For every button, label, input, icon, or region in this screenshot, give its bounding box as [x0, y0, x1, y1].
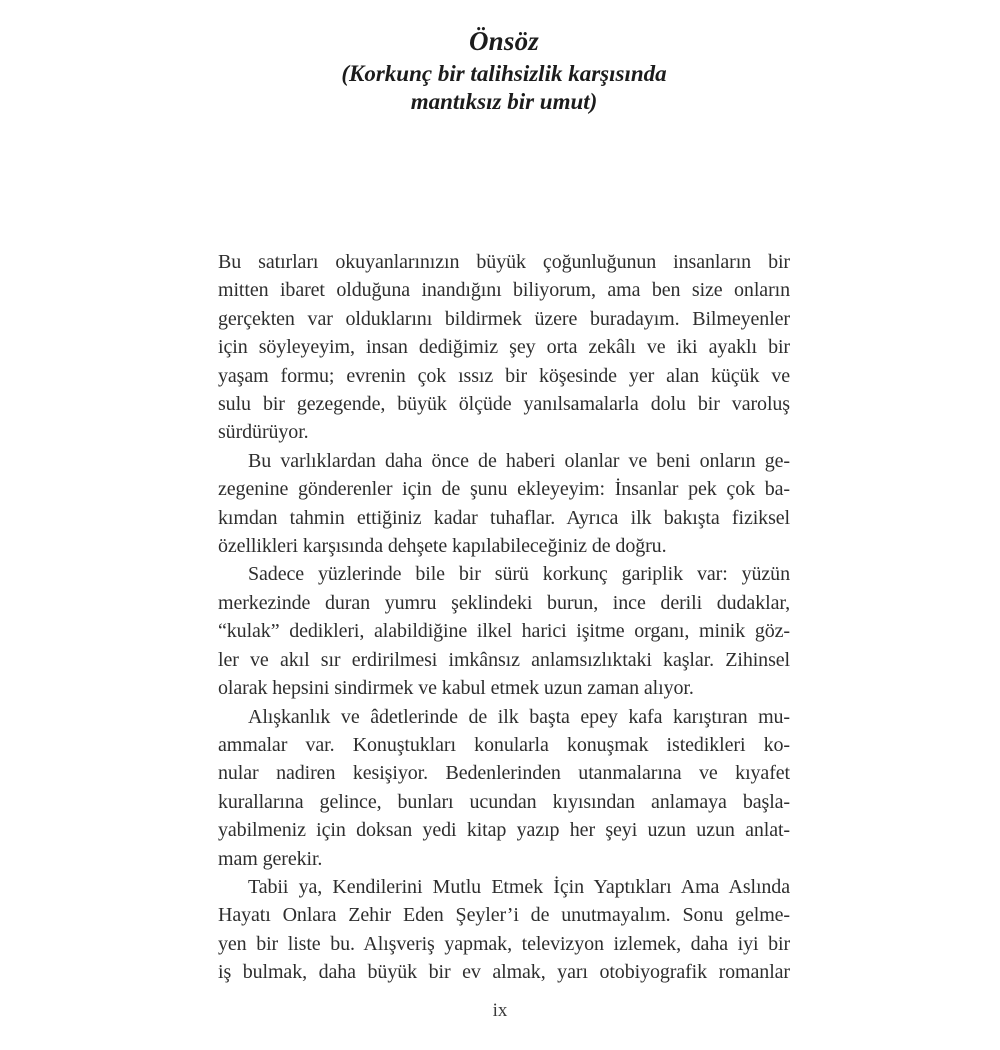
- chapter-subtitle-line-2: mantıksız bir umut): [410, 89, 598, 114]
- text-line: yabilmeniz için doksan yedi kitap yazıp her şeyi uzun uzun anlat-: [218, 819, 790, 842]
- text-line: olarak hepsini sindirmek ve kabul etmek uzun zaman alıyor.: [218, 677, 694, 700]
- text-line: sulu bir gezegende, büyük ölçüde yanılsamalarla dolu bir varoluş: [218, 393, 790, 416]
- text-line: Sadece yüzlerinde bile bir sürü korkunç gariplik var: yüzün: [248, 563, 790, 586]
- text-line: Bu satırları okuyanlarınızın büyük çoğunluğunun insanların bir: [218, 251, 790, 273]
- chapter-subtitle-line-1: (Korkunç bir talihsizlik karşısında: [341, 61, 667, 86]
- text-line: Alışkanlık ve âdetlerinde de ilk başta epey kafa karıştıran mu-: [248, 705, 790, 728]
- text-line: Hayatı Onlara Zehir Eden Şeyler’i de unutmayalım. Sonu gelme-: [218, 904, 790, 927]
- chapter-title: Önsöz: [468, 26, 540, 56]
- paragraph: [218, 873, 790, 987]
- text-line: özellikleri karşısında dehşete kapılabileceğiniz de doğru.: [218, 535, 667, 558]
- text-line: iş bulmak, daha büyük bir ev almak, yarı otobiyografik romanlar: [218, 961, 790, 984]
- text-line: yen bir liste bu. Alışveriş yapmak, televizyon izlemek, daha iyi bir: [218, 932, 790, 955]
- paragraph: [218, 447, 790, 561]
- page-number: ix: [492, 1000, 508, 1021]
- text-line: merkezinde duran yumru şeklindeki burun, ince derili dudaklar,: [218, 591, 790, 614]
- text-line: ler ve akıl sır erdirilmesi imkânsız anlamsızlıktaki kaşlar. Zihinsel: [218, 648, 790, 671]
- paragraph: [218, 248, 790, 447]
- text-line: nular nadiren kesişiyor. Bedenlerinden utanmalarına ve kıyafet: [218, 762, 790, 785]
- text-line: ammalar var. Konuştukları konularla konuşmak istedikleri ko-: [218, 733, 790, 756]
- text-line: Bu varlıklardan daha önce de haberi olanlar ve beni onların ge-: [248, 449, 790, 472]
- paragraph: [218, 560, 790, 702]
- text-line: gerçekten var olduklarını bildirmek üzere buradayım. Bilmeyenler: [218, 307, 790, 330]
- paragraph: [218, 703, 790, 873]
- text-line: sürdürüyor.: [218, 421, 309, 444]
- body-text: [218, 248, 790, 987]
- text-line: kımdan tahmin ettiğiniz kadar tuhaflar. Ayrıca ilk bakışta fiziksel: [218, 506, 790, 529]
- text-line: Tabii ya, Kendilerini Mutlu Etmek İçin Yaptıkları Ama Aslında: [248, 875, 790, 898]
- text-line: mitten ibaret olduğuna inandığını biliyorum, ama ben size onların: [218, 279, 790, 302]
- text-line: “kulak” dedikleri, alabildiğine ilkel harici işitme organı, minik göz-: [218, 620, 790, 643]
- text-line: kurallarına gelince, bunları ucundan kıyısından anlamaya başla-: [218, 790, 790, 813]
- text-line: yaşam formu; evrenin çok ıssız bir köşesinde yer alan küçük ve: [218, 364, 790, 387]
- text-line: için söyleyeyim, insan dediğimiz şey orta zekâlı ve iki ayaklı bir: [218, 336, 790, 359]
- text-line: zegenine gönderenler için de şunu ekleyeyim: İnsanlar pek çok ba-: [218, 478, 790, 501]
- text-line: mam gerekir.: [218, 847, 323, 870]
- chapter-heading: [214, 22, 794, 116]
